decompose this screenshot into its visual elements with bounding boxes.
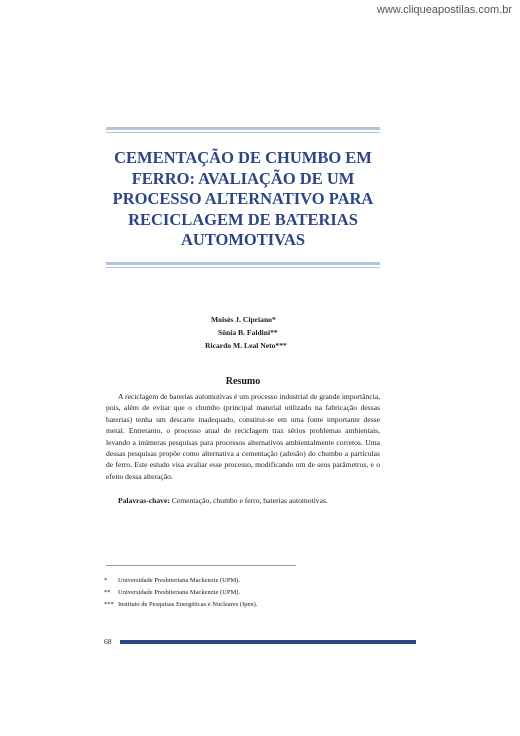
footnote-text: Instituto de Pesquisas Energéticas e Nucleares (Ipen). <box>118 601 258 608</box>
article-title <box>106 148 380 251</box>
author-name: Ricardo M. Leal Neto*** <box>205 341 287 350</box>
keywords <box>106 495 380 506</box>
footnote <box>104 587 404 599</box>
abstract-text: A reciclagem de baterias automotivas é um processo industrial de grande importância, pois, além de evitar que o chumbo (principal material utilizado na fabricação dessas baterias) tenha um descarte inadequado, constitui-se em uma fonte importante desse metal. Entretanto, o processo atual de reciclagem traz sérios problemas ambientais, levando a inúmeras pesquisas para processos alternativos ambientalmente corretos. Uma dessas pesquisas propõe como alternativa a cementação (adesão) do chumbo a partículas de ferro. Este estudo visa avaliar esse processo, modificando um de seus parâmetros, e o efeito dessa alteração. <box>106 392 380 481</box>
footnote-divider <box>106 565 296 566</box>
page-number: 68 <box>104 637 112 646</box>
title-top-rule <box>106 127 380 133</box>
title-line: AUTOMOTIVAS <box>180 230 306 249</box>
footnote-text: Universidade Presbiteriana Mackenzie (UPM). <box>118 589 241 596</box>
title-line: FERRO: AVALIAÇÃO DE UM <box>131 168 355 188</box>
footnote <box>104 599 404 611</box>
footnote-text: Universidade Presbiteriana Mackenzie (UPM). <box>118 577 241 584</box>
title-line: PROCESSO ALTERNATIVO PARA <box>112 189 374 208</box>
author-list <box>106 313 486 352</box>
title-line: CEMENTAÇÃO DE CHUMBO EM <box>114 148 372 167</box>
watermark-url: www.cliqueapostilas.com.br <box>376 4 512 16</box>
author-name: Moisés J. Cipriano* <box>211 315 276 324</box>
title-bottom-rule <box>106 262 380 268</box>
footnote-mark: * <box>104 577 108 584</box>
keywords-label: Palavras-chave: <box>118 496 170 505</box>
keywords-text: Cementação, chumbo e ferro, baterias automotivas. <box>171 496 328 505</box>
footnote-list <box>104 575 404 611</box>
title-line: RECICLAGEM DE BATERIAS <box>128 209 358 229</box>
page-footer-bar <box>120 640 416 644</box>
footnote-mark: *** <box>104 601 114 608</box>
footnote-mark: ** <box>104 589 111 596</box>
footnote <box>104 575 404 587</box>
abstract-heading: Resumo <box>225 376 261 387</box>
author-name: Sônia B. Faldini** <box>218 328 278 337</box>
